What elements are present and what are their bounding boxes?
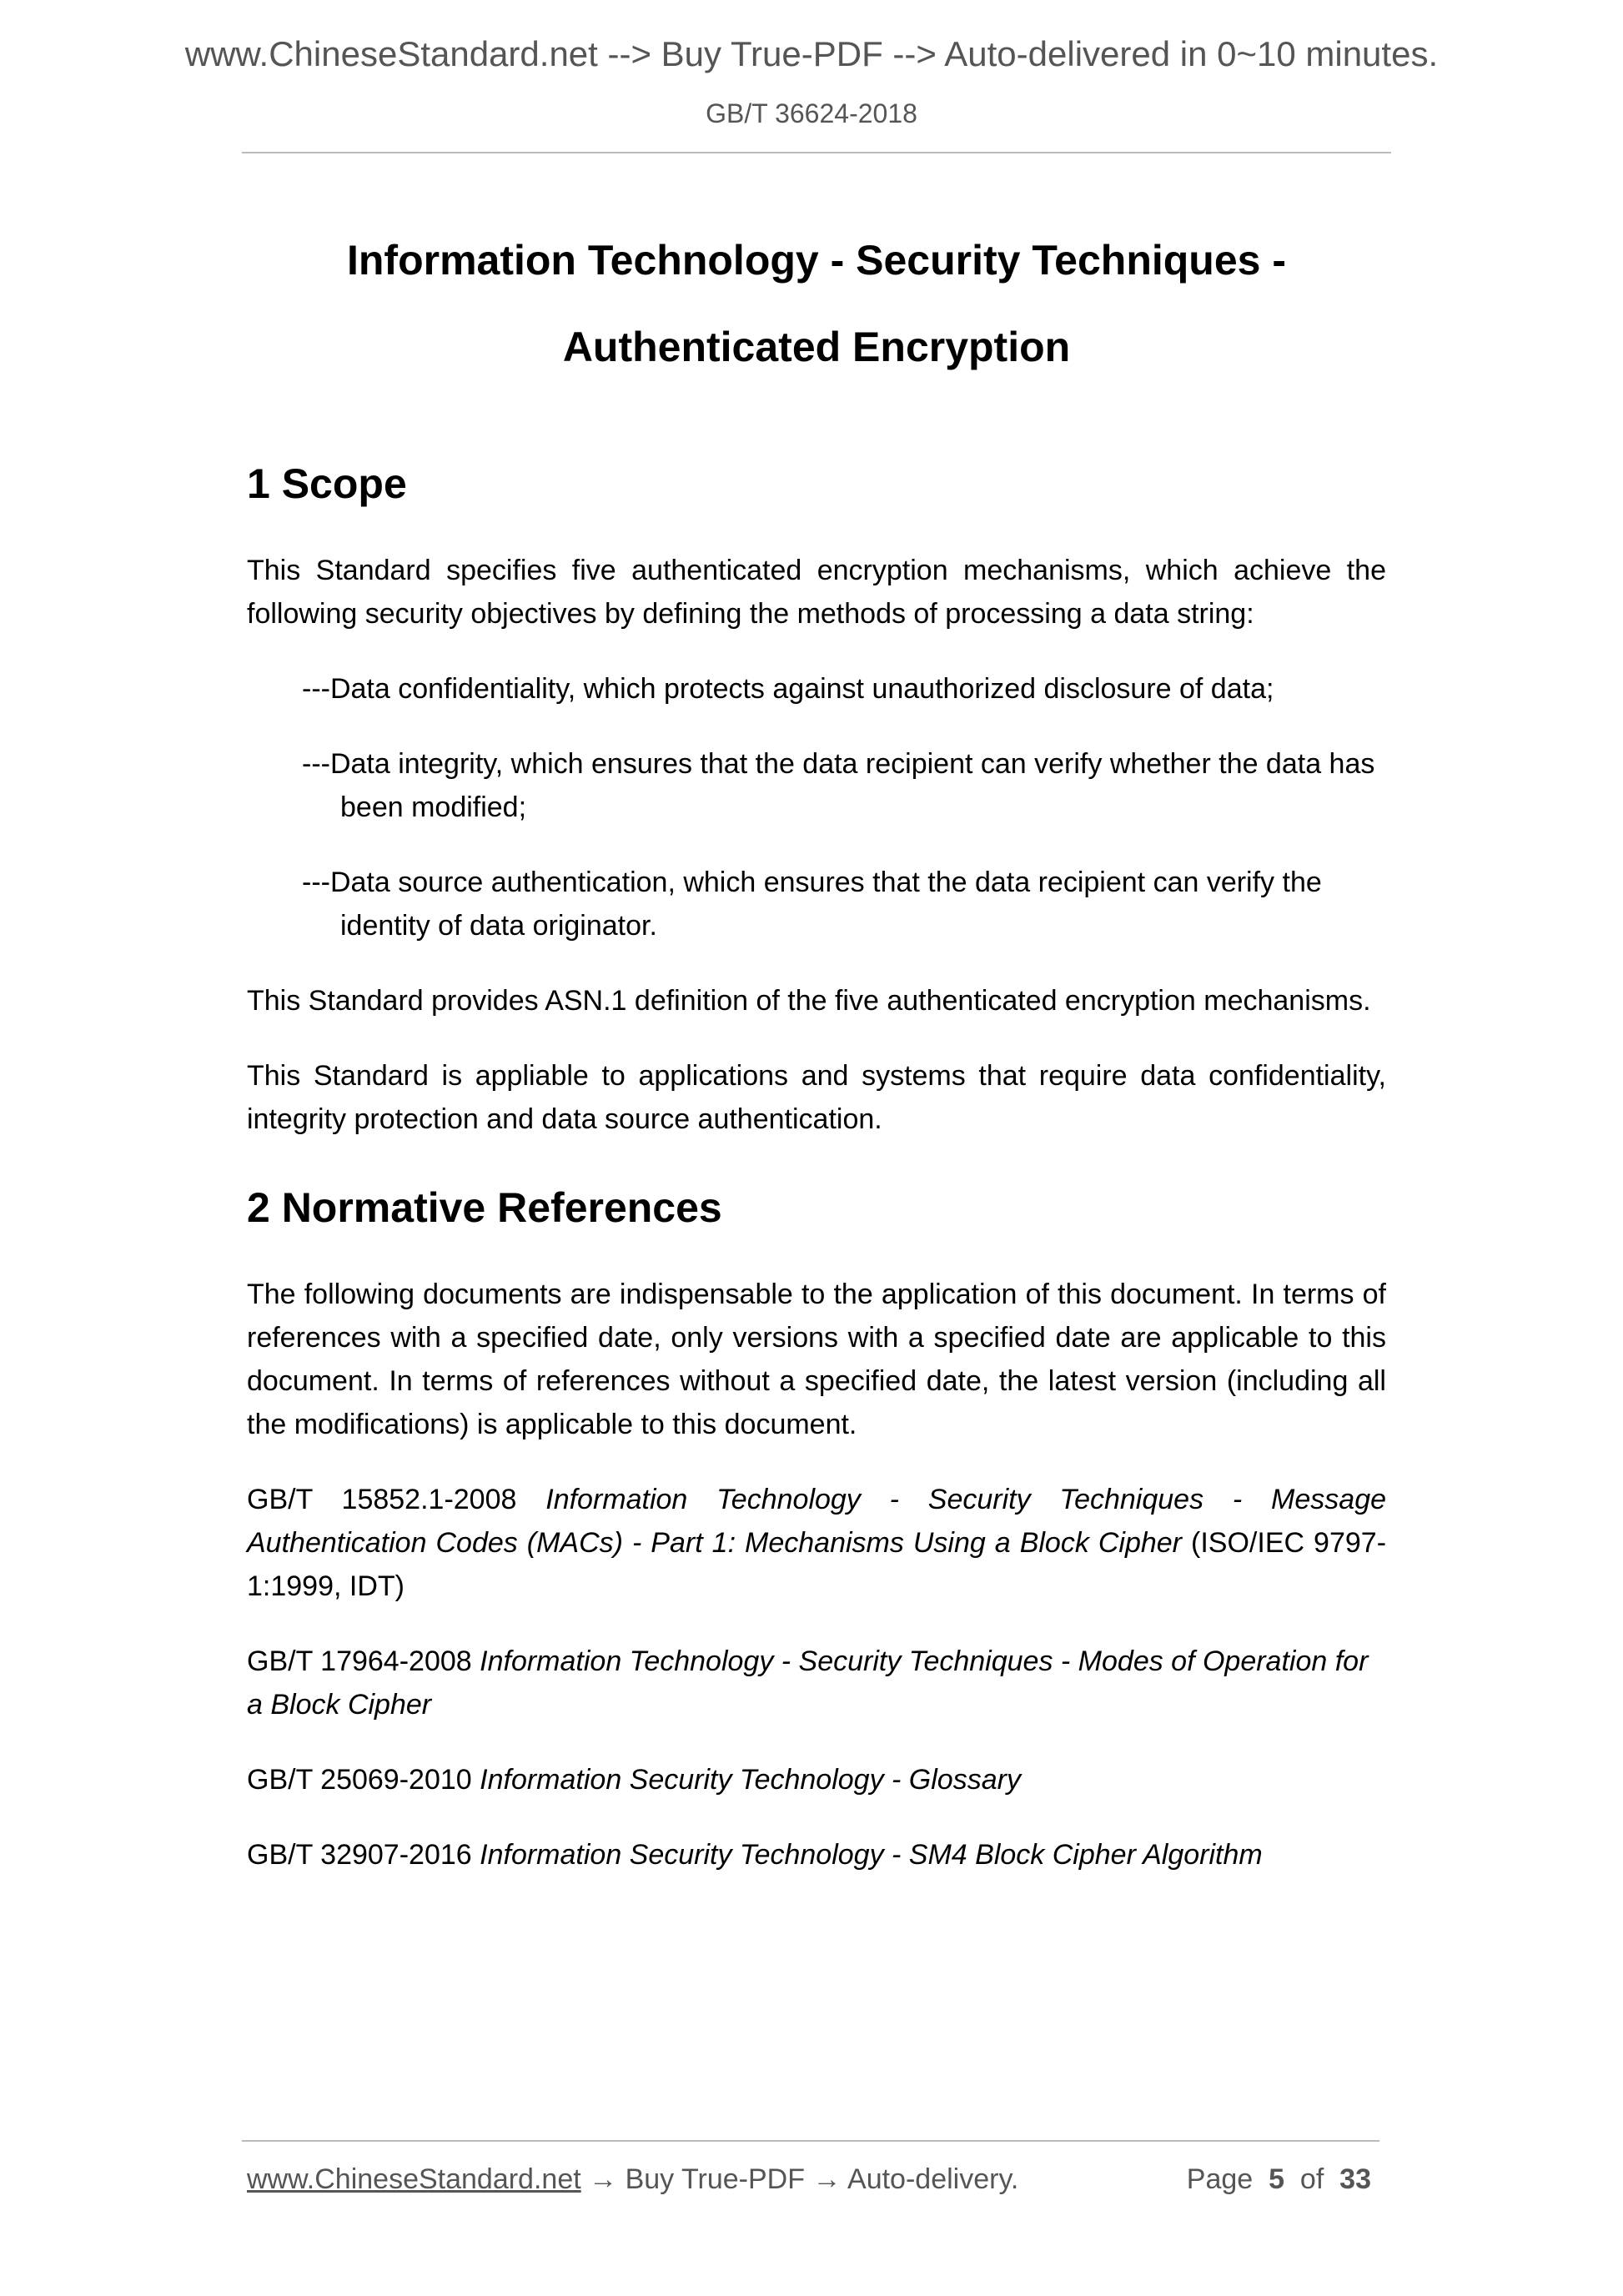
- reference-item: [247, 1478, 1386, 1608]
- arrow-right-icon: →: [812, 2163, 842, 2195]
- page-label: Page: [1186, 2163, 1254, 2195]
- reference-code: GB/T 17964-2008: [247, 1645, 472, 1677]
- references-intro: The following documents are indispensable to the application of this document. In terms of references with a specified date, only versions with a specified date are applicable to this document. In terms of references without a specified date, the latest version (including all the modifications) is applicable to this document.: [247, 1279, 1386, 1440]
- reference-code: GB/T 15852.1-2008: [247, 1484, 517, 1515]
- reference-item: [247, 1758, 1386, 1801]
- reference-item: [247, 1833, 1386, 1876]
- reference-note: (ISO/IEC 9797-1:1999, IDT): [247, 1527, 1387, 1602]
- bullet-source-authentication: ---Data source authentication, which ensures that the data recipient can verify the identity of data originator.: [302, 867, 1322, 942]
- bullet-integrity: ---Data integrity, which ensures that the data recipient can verify whether the data has been modified;: [302, 748, 1375, 823]
- document-body: [247, 450, 1386, 1876]
- reference-title: Information Technology - Security Techniques - Modes of Operation for a Block Cipher: [247, 1645, 1369, 1721]
- document-title: [242, 217, 1391, 390]
- reference-item: [247, 1640, 1386, 1726]
- scope-asn1-paragraph: This Standard provides ASN.1 definition of the five authenticated encryption mechanisms.: [247, 985, 1371, 1017]
- section-1-heading: 1 Scope: [247, 460, 407, 507]
- footer-site-link[interactable]: www.ChineseStandard.net: [247, 2163, 581, 2195]
- arrow-right-icon: →: [589, 2163, 618, 2195]
- footer-buy-text: Buy True-PDF: [625, 2163, 805, 2195]
- reference-title: Information Security Technology - Glossary: [480, 1764, 1021, 1796]
- scope-intro: This Standard specifies five authenticated encryption mechanisms, which achieve the following security objectives by defining the methods of processing a data string:: [247, 555, 1386, 630]
- header-divider: [242, 152, 1391, 153]
- total-pages: 33: [1339, 2163, 1371, 2195]
- standard-id: GB/T 36624-2018: [706, 98, 917, 128]
- page-number: 5: [1269, 2163, 1284, 2195]
- bullet-confidentiality: ---Data confidentiality, which protects against unauthorized disclosure of data;: [302, 673, 1274, 705]
- of-label: of: [1299, 2163, 1324, 2195]
- reference-code: GB/T 25069-2010: [247, 1764, 472, 1796]
- footer-delivery-text: Auto-delivery.: [847, 2163, 1019, 2195]
- page-indicator: [1187, 2160, 1371, 2198]
- reference-title: Information Technology - Security Techniques - Message Authentication Codes (MACs) - Part 1: Mechanisms Using a Block Cipher: [247, 1484, 1387, 1559]
- footer-divider: [242, 2140, 1379, 2142]
- header-banner: www.ChineseStandard.net --> Buy True-PDF --> Auto-delivered in 0~10 minutes.: [184, 34, 1439, 73]
- section-2-heading: 2 Normative References: [247, 1184, 722, 1231]
- reference-title: Information Security Technology - SM4 Block Cipher Algorithm: [480, 1839, 1263, 1871]
- page-footer: [247, 2160, 1379, 2198]
- scope-applicability-paragraph: This Standard is appliable to applications and systems that require data confidentiality, integrity protection and data source authentication.: [247, 1060, 1386, 1135]
- title-line-1: Information Technology - Security Techniques -: [346, 237, 1287, 284]
- title-line-2: Authenticated Encryption: [562, 324, 1071, 370]
- reference-code: GB/T 32907-2016: [247, 1839, 472, 1871]
